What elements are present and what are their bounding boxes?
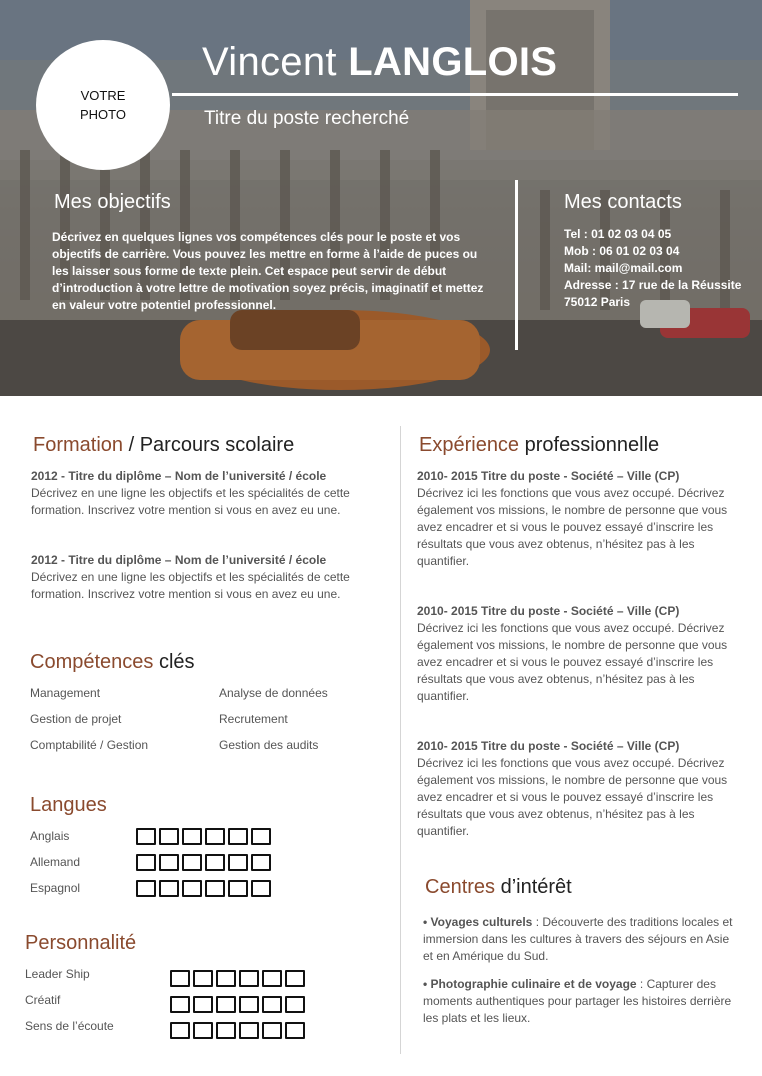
- language-level-boxes: [136, 854, 271, 871]
- objectives-heading: Mes objectifs: [54, 191, 171, 213]
- formation-entry-title: 2012 - Titre du diplôme – Nom de l’université / école: [31, 553, 327, 567]
- trait-label: Sens de l’écoute: [25, 1019, 114, 1033]
- objectives-text: Décrivez en quelques lignes vos compétences clés pour le poste et vos objectifs de carrière. Vous pouvez les mettre en forme à l’aide de puces ou les laisser sous forme de texte plein. Cet espace peut servir de début d’introduction à votre lettre de motivation soyez précis, imaginatif et mettez en valeur votre potentiel professionnel.: [52, 230, 484, 312]
- last-name: LANGLOIS: [348, 40, 558, 84]
- name-underline: [172, 93, 738, 96]
- competences-heading: [30, 651, 195, 674]
- interets-heading-rest: d’intérêt: [495, 876, 572, 898]
- photo-label-line2: PHOTO: [80, 107, 126, 122]
- formation-entry-text: Décrivez en une ligne les objectifs et les spécialités de cette formation. Inscrivez votre mention si vous en avez eu une.: [31, 570, 350, 601]
- competences-heading-accent: Compétences: [30, 651, 154, 673]
- experience-entry-title: 2010- 2015 Titre du poste - Société – Ville (CP): [417, 604, 680, 618]
- competences-heading-rest: clés: [153, 651, 195, 673]
- job-title: Titre du poste recherché: [204, 108, 410, 129]
- photo-placeholder[interactable]: [36, 40, 170, 170]
- experience-entry: [417, 738, 735, 840]
- trait-level-boxes: [170, 1022, 305, 1039]
- header-banner: [0, 0, 762, 396]
- contacts-heading: Mes contacts: [564, 191, 682, 213]
- langues-heading: Langues: [30, 794, 107, 816]
- skill-item: Analyse de données: [219, 686, 328, 700]
- interest-item: [423, 914, 741, 965]
- formation-entry: [31, 552, 361, 603]
- language-label: Anglais: [30, 829, 70, 843]
- formation-entry-text: Décrivez en une ligne les objectifs et les spécialités de cette formation. Inscrivez votre mention si vous en avez eu une.: [31, 486, 350, 517]
- skill-item: Gestion de projet: [30, 712, 122, 726]
- photo-label-line1: VOTRE: [80, 88, 126, 103]
- column-divider: [400, 426, 401, 1054]
- formation-heading-rest: / Parcours scolaire: [123, 434, 295, 456]
- trait-level-boxes: [170, 996, 305, 1013]
- interest-item-title: • Voyages culturels: [423, 915, 533, 929]
- interest-item-text: : Capturer des moments authentiques pour partager les histoires derrière les plats et les lieux.: [423, 977, 732, 1025]
- contact-address: Adresse : 17 rue de la Réussite: [564, 278, 742, 292]
- experience-entry-text: Décrivez ici les fonctions que vous avez occupé. Décrivez également vos missions, le nombre de personne que vous avez encadrer et si vous le pouvez essayé d’inscrire les résultats que vous avez obtenus, n’hésitez pas à les quantifier.: [417, 486, 728, 568]
- experience-heading: [419, 434, 659, 457]
- experience-entry-text: Décrivez ici les fonctions que vous avez occupé. Décrivez également vos missions, le nombre de personne que vous avez encadrer et si vous le pouvez essayé d’inscrire les résultats que vous avez obtenus, n’hésitez pas à les quantifier.: [417, 756, 728, 838]
- experience-entry: [417, 468, 735, 570]
- skill-item: Comptabilité / Gestion: [30, 738, 149, 752]
- contact-phone: Tel : 01 02 03 04 05: [564, 227, 672, 241]
- contacts-list: [564, 226, 741, 311]
- language-level-boxes: [136, 828, 271, 845]
- skill-item: Gestion des audits: [219, 738, 319, 752]
- header-divider: [515, 180, 518, 350]
- experience-entry-title: 2010- 2015 Titre du poste - Société – Ville (CP): [417, 469, 680, 483]
- language-label: Espagnol: [30, 881, 81, 895]
- contact-city: 75012 Paris: [564, 295, 631, 309]
- language-level-boxes: [136, 880, 271, 897]
- skill-item: Recrutement: [219, 712, 288, 726]
- contact-mail: Mail: mail@mail.com: [564, 261, 683, 275]
- first-name: Vincent: [202, 40, 337, 84]
- experience-entry-title: 2010- 2015 Titre du poste - Société – Ville (CP): [417, 739, 680, 753]
- experience-entry-text: Décrivez ici les fonctions que vous avez occupé. Décrivez également vos missions, le nombre de personne que vous avez encadrer et si vous le pouvez essayé d’inscrire les résultats que vous avez obtenus, n’hésitez pas à les quantifier.: [417, 621, 728, 703]
- experience-heading-rest: professionnelle: [519, 434, 660, 456]
- language-label: Allemand: [30, 855, 81, 869]
- contact-mobile: Mob : 06 01 02 03 04: [564, 244, 680, 258]
- trait-level-boxes: [170, 970, 305, 987]
- interest-item-title: • Photographie culinaire et de voyage: [423, 977, 637, 991]
- experience-heading-accent: Expérience: [419, 434, 520, 456]
- personnalite-heading: Personnalité: [25, 932, 137, 954]
- formation-heading: [33, 434, 294, 457]
- formation-entry-title: 2012 - Titre du diplôme – Nom de l’université / école: [31, 469, 327, 483]
- interets-heading-accent: Centres: [425, 876, 496, 898]
- interest-item-text: : Découverte des traditions locales et immersion dans les cultures à travers des séjours en Asie et en Amérique du Sud.: [423, 915, 733, 963]
- trait-label: Créatif: [25, 993, 61, 1007]
- interets-heading: [425, 876, 572, 899]
- experience-entry: [417, 603, 735, 705]
- formation-heading-accent: Formation: [33, 434, 124, 456]
- skill-item: Management: [30, 686, 101, 700]
- interest-item: [423, 976, 741, 1027]
- trait-label: Leader Ship: [25, 967, 90, 981]
- formation-entry: [31, 468, 361, 519]
- candidate-name: [202, 40, 557, 85]
